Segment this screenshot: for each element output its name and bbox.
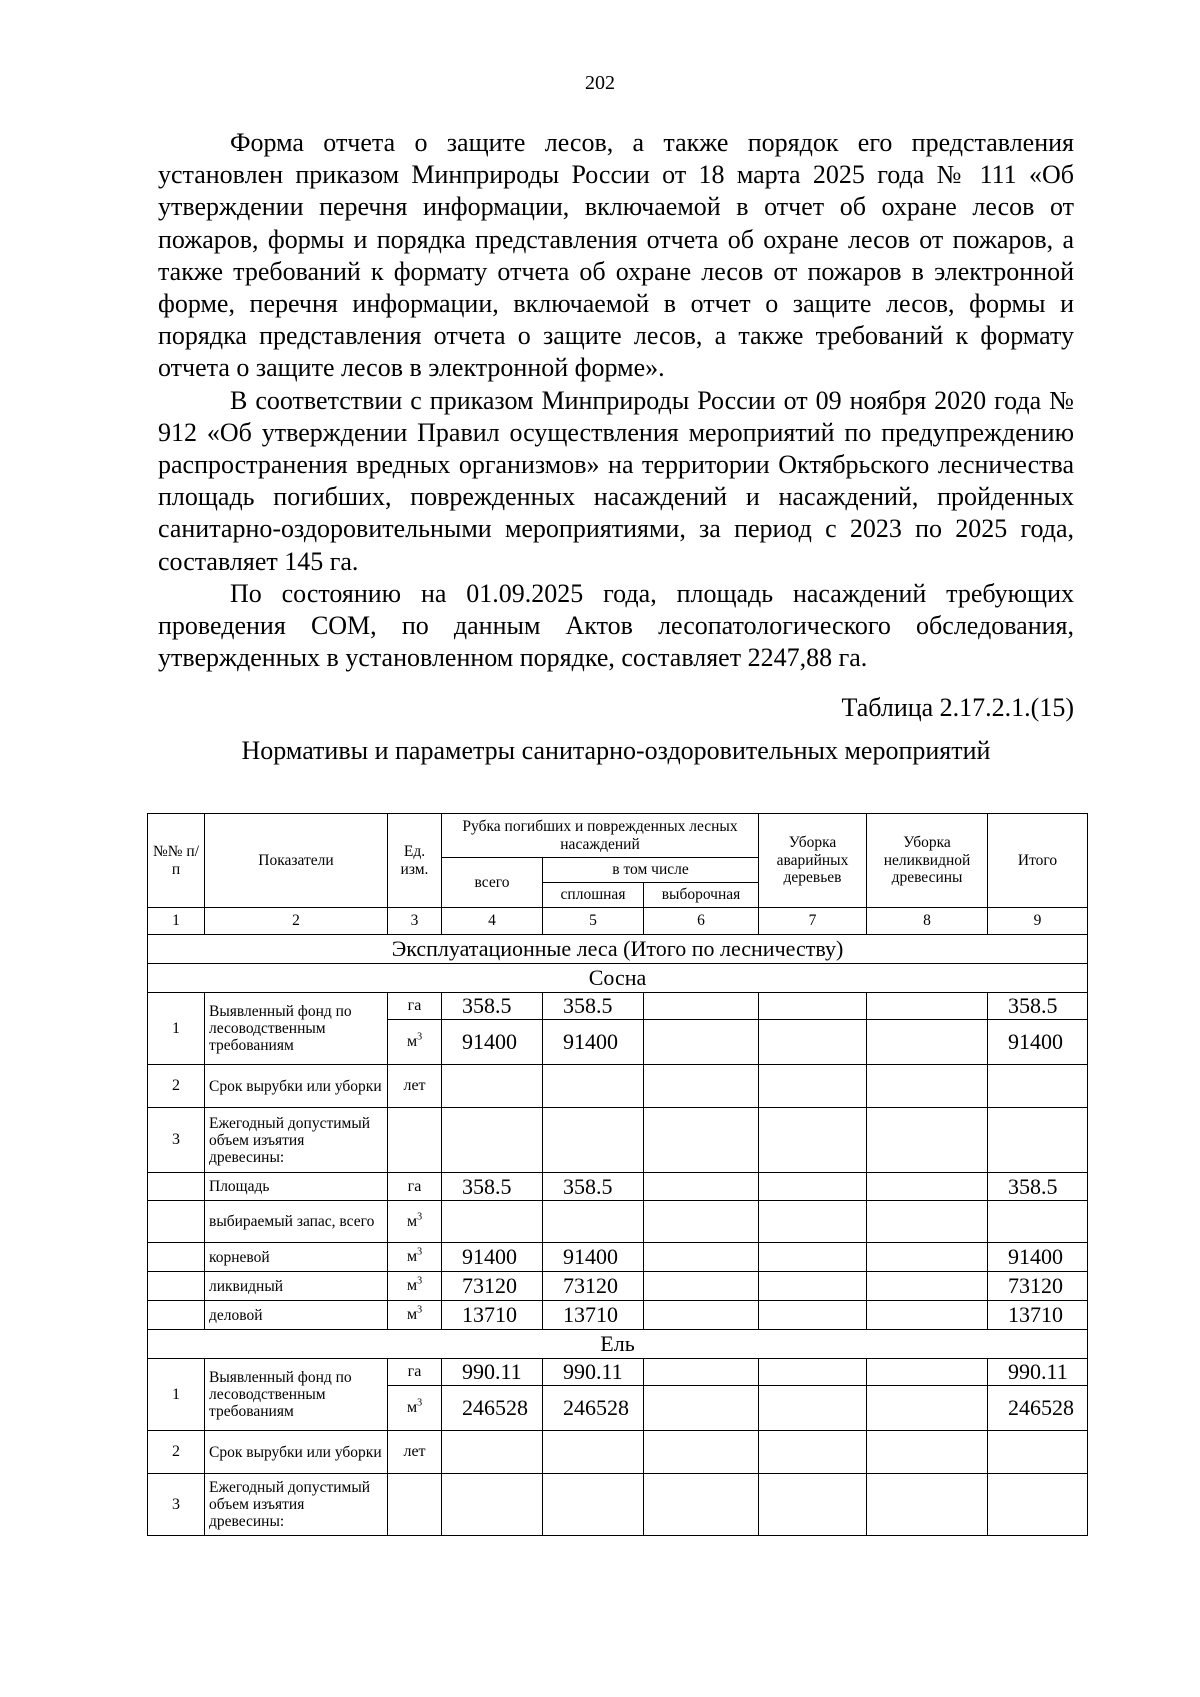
value-clear: 13710: [543, 1301, 644, 1330]
header-selective: выборочная: [644, 883, 759, 908]
value-clear: 358.5: [543, 993, 644, 1020]
header-total-all: всего: [442, 858, 543, 908]
value-clear: 91400: [543, 1243, 644, 1272]
value-total: 990.11: [442, 1359, 543, 1386]
row-unit: га: [388, 1359, 442, 1386]
value-total: 358.5: [442, 1173, 543, 1201]
value-total: 73120: [442, 1272, 543, 1301]
header-itogo: Итого: [988, 814, 1088, 908]
header-clear: сплошная: [543, 883, 644, 908]
row-label: Срок вырубки или уборки: [205, 1065, 388, 1108]
column-numbers-row: [148, 908, 1088, 935]
table-row: [148, 1243, 1088, 1272]
row-label: Срок вырубки или уборки: [205, 1431, 388, 1474]
table-row: [148, 1301, 1088, 1330]
body-text: [158, 127, 1074, 674]
table-row: [148, 1359, 1088, 1386]
row-label: корневой: [205, 1243, 388, 1272]
species-heading: Ель: [148, 1330, 1088, 1359]
row-number: 1: [148, 1359, 205, 1431]
row-unit: $м^3$: [388, 1301, 442, 1330]
table-row: [148, 1431, 1088, 1474]
paragraph: По состоянию на 01.09.2025 года, площадь насаждений требующих проведения СОМ, по данным Актов лесопатологического обследования, утвержденных в установленном порядке, составляет 2247,88 га.: [158, 578, 1074, 673]
table-row: [148, 1108, 1088, 1173]
header-unit: Ед. изм.: [388, 814, 442, 908]
row-number: 2: [148, 1431, 205, 1474]
norms-table: [147, 813, 1088, 1536]
row-label: Выявленный фонд по лесоводственным требованиям: [205, 1359, 388, 1431]
header-felling: Рубка погибших и поврежденных лесных насаждений: [442, 814, 759, 858]
col-number: 8: [867, 908, 988, 935]
table-row: [148, 1201, 1088, 1243]
row-unit: $м^3$: [388, 1386, 442, 1431]
row-number: 3: [148, 1474, 205, 1536]
row-label: Ежегодный допустимый объем изъятия древесины:: [205, 1108, 388, 1173]
value-itogo: 990.11: [988, 1359, 1088, 1386]
value-itogo: 73120: [988, 1272, 1088, 1301]
page-number: 202: [585, 72, 615, 94]
value-total: 91400: [442, 1243, 543, 1272]
table-row: [148, 1173, 1088, 1201]
value-itogo: 91400: [988, 1020, 1088, 1065]
row-label: выбираемый запас, всего: [205, 1201, 388, 1243]
value-total: 358.5: [442, 993, 543, 1020]
row-label: ликвидный: [205, 1272, 388, 1301]
value-itogo: 13710: [988, 1301, 1088, 1330]
value-clear: 358.5: [543, 1173, 644, 1201]
table-label: Таблица 2.17.2.1.(15): [841, 693, 1074, 722]
value-clear: 91400: [543, 1020, 644, 1065]
species-heading: Сосна: [148, 964, 1088, 993]
table-title: Нормативы и параметры санитарно-оздоровительных мероприятий: [241, 736, 991, 765]
row-unit: $м^3$: [388, 1243, 442, 1272]
row-number: 2: [148, 1065, 205, 1108]
table-row: [148, 1065, 1088, 1108]
value-clear: 990.11: [543, 1359, 644, 1386]
col-number: 4: [442, 908, 543, 935]
header-including: в том числе: [543, 858, 759, 883]
col-number: 2: [205, 908, 388, 935]
value-total: 246528: [442, 1386, 543, 1431]
value-itogo: 246528: [988, 1386, 1088, 1431]
col-number: 6: [644, 908, 759, 935]
row-unit: $м^3$: [388, 1020, 442, 1065]
header-num: №№ п/п: [148, 814, 205, 908]
value-total: 13710: [442, 1301, 543, 1330]
row-number: 3: [148, 1108, 205, 1173]
row-label: Ежегодный допустимый объем изъятия древесины:: [205, 1474, 388, 1536]
col-number: 1: [148, 908, 205, 935]
header-emergency: Уборка аварийных деревьев: [759, 814, 867, 908]
table-row: [148, 1474, 1088, 1536]
table-row: [148, 993, 1088, 1020]
paragraph: В соответствии с приказом Минприроды России от 09 ноября 2020 года № 912 «Об утверждении Правил осуществления мероприятий по предупреждению распространения вредных организмов» на территории Октябрьского лесничества площадь погибших, поврежденных насаждений и насаждений, пройденных санитарно-оздоровительными мероприятиями, за период с 2023 по 2025 года, составляет 145 га.: [158, 385, 1074, 576]
col-number: 7: [759, 908, 867, 935]
value-clear: 73120: [543, 1272, 644, 1301]
section-heading: Эксплуатационные леса (Итого по лесничеству): [148, 935, 1088, 964]
value-itogo: 358.5: [988, 1173, 1088, 1201]
value-itogo: 358.5: [988, 993, 1088, 1020]
row-unit: лет: [388, 1431, 442, 1474]
row-label: Площадь: [205, 1173, 388, 1201]
row-unit: га: [388, 993, 442, 1020]
row-number: 1: [148, 993, 205, 1065]
row-unit: га: [388, 1173, 442, 1201]
col-number: 3: [388, 908, 442, 935]
value-total: 91400: [442, 1020, 543, 1065]
row-label: Выявленный фонд по лесоводственным требованиям: [205, 993, 388, 1065]
value-itogo: 91400: [988, 1243, 1088, 1272]
col-number: 5: [543, 908, 644, 935]
header-indicators: Показатели: [205, 814, 388, 908]
row-unit: $м^3$: [388, 1272, 442, 1301]
value-clear: 246528: [543, 1386, 644, 1431]
header-illiquid: Уборка неликвидной древесины: [867, 814, 988, 908]
table-row: [148, 1272, 1088, 1301]
row-label: деловой: [205, 1301, 388, 1330]
row-unit: $м^3$: [388, 1201, 442, 1243]
row-unit: лет: [388, 1065, 442, 1108]
col-number: 9: [988, 908, 1088, 935]
paragraph: Форма отчета о защите лесов, а также порядок его представления установлен приказом Минприроды России от 18 марта 2025 года № 111 «Об утверждении перечня информации, включаемой в отчет об охране лесов от пожаров, формы и порядка представления отчета об охране лесов от пожаров, а также требований к формату отчета об охране лесов от пожаров в электронной форме, перечня информации, включаемой в отчет о защите лесов, формы и порядка представления отчета о защите лесов, а также требований к формату отчета о защите лесов в электронной форме».: [158, 128, 1074, 383]
